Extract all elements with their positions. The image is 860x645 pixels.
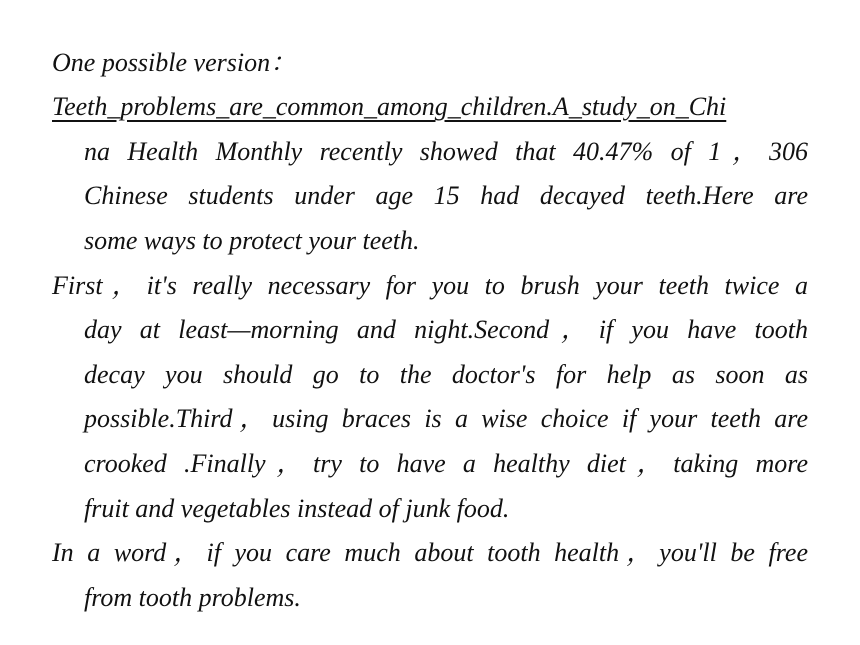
document-heading: One possible version： (52, 48, 297, 77)
paragraph-1-line-3: Chinese students under age 15 had decayed teeth.Here are (84, 181, 808, 210)
paragraph-1-line-1: Teeth_problems_are_common_among_children.A_study_on_Chi (52, 92, 727, 121)
paragraph-2-line-4: possible.Third，using braces is a wise choice if your teeth are (84, 404, 808, 433)
paragraph-2-line-2: day at least—morning and night.Second，if you have tooth (84, 315, 808, 344)
paragraph-3-line-1: In a word，if you care much about tooth health，you'll be free (52, 538, 808, 567)
paragraph-2-line-1: First，it's really necessary for you to brush your teeth twice a (52, 271, 808, 300)
paragraph-1-line-2: na Health Monthly recently showed that 40.47% of 1，306 (84, 137, 808, 166)
paragraph-3-line-2: from tooth problems. (84, 583, 301, 612)
paragraph-2-line-6: fruit and vegetables instead of junk food. (84, 494, 510, 523)
paragraph-2-line-5: crooked .Finally，try to have a healthy diet，taking more (84, 449, 808, 478)
paragraph-1-line-4: some ways to protect your teeth. (84, 226, 420, 255)
paragraph-2-line-3: decay you should go to the doctor's for help as soon as (84, 360, 808, 389)
